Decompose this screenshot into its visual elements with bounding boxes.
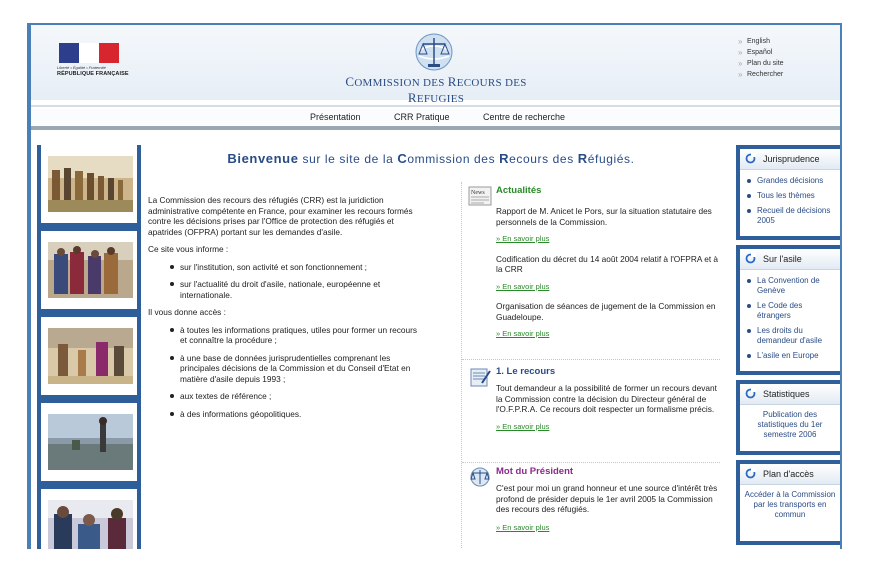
recours-body (496, 383, 722, 432)
read-more-link[interactable]: » En savoir plus (496, 421, 550, 431)
nav-divider (31, 105, 840, 107)
list-item: aux textes de référence ; (180, 391, 418, 402)
utility-links (736, 36, 784, 80)
notepad-pencil-icon (468, 367, 492, 387)
welcome-heading: Bienvenue sur le site de la Commission des Recours des Réfugiés. (227, 151, 635, 166)
section-divider (462, 359, 720, 360)
list-item: sur l'institution, son activité et son fonctionnement ; (180, 262, 418, 273)
list-item: à une base de données jurisprudentielles comprenant les principales décisions de la Commission et du Conseil d'Etat en matière d'asile depuis 1993 ; (180, 353, 418, 385)
sidebar-item-convention-geneve[interactable]: La Convention de Genève (746, 276, 836, 296)
jurisprudence-box (736, 145, 842, 240)
asile-box (736, 245, 842, 375)
link-english[interactable]: » English (736, 36, 784, 47)
list-item: à toutes les informations pratiques, utiles pour former un recours et connaître la procédure ; (180, 324, 418, 345)
nav-presentation[interactable]: Présentation (310, 112, 361, 122)
statistiques-box (736, 380, 842, 455)
sidebar-item-droits-demandeur[interactable]: Les droits du demandeur d'asile (746, 326, 836, 346)
plan-acces-link[interactable]: Accéder à la Commission par les transports en commun (744, 490, 836, 519)
main-nav (31, 109, 840, 125)
republic-name: RÉPUBLIQUE FRANÇAISE (57, 71, 129, 77)
jurisprudence-header[interactable]: Jurisprudence (740, 149, 840, 170)
asile-header[interactable]: Sur l'asile (740, 249, 840, 270)
svg-text:News: News (471, 190, 485, 196)
intro-text (148, 195, 418, 426)
list-item: à des informations géopolitiques. (180, 409, 418, 420)
scales-of-justice-logo-icon[interactable] (414, 32, 454, 72)
nav-crr-pratique[interactable]: CRR Pratique (394, 112, 450, 122)
site-title[interactable]: COMMISSION DES RECOURS DES REFUGIES (345, 74, 527, 105)
news-item-text: Codification du décret du 14 août 2004 relatif à l'OFPRA et à la CRR (496, 253, 719, 274)
scales-of-justice-icon (468, 467, 492, 487)
news-section (466, 186, 724, 351)
office-meeting-photo (48, 500, 133, 549)
read-more-link[interactable]: » En savoir plus (496, 522, 550, 532)
flood-scene-photo (48, 414, 133, 470)
recours-title[interactable]: 1. Le recours (496, 366, 556, 377)
news-item-text: Rapport de M. Anicet le Pors, sur la situation statutaire des personnels de la Commission. (496, 206, 712, 227)
nav-centre-de-recherche[interactable]: Centre de recherche (483, 112, 566, 122)
president-text: C'est pour moi un grand honneur et une source d'intérêt très profond de présider depuis le 1er avril 2005 la Commission des recours des réfugiés. (496, 483, 718, 514)
link-espanol[interactable]: » Español (736, 47, 784, 58)
site-header (31, 25, 840, 105)
president-section (466, 467, 724, 549)
photo-frame (41, 489, 137, 549)
news-title: Actualités (496, 185, 542, 196)
list-item: sur l'actualité du droit d'asile, nationale, européenne et internationale. (180, 279, 418, 300)
recours-section (466, 367, 724, 459)
photo-frame (41, 403, 137, 481)
photo-frame (41, 317, 137, 395)
news-column (461, 182, 724, 549)
page-frame (27, 23, 842, 549)
access-list (148, 325, 418, 420)
photo-frame (41, 231, 137, 309)
section-divider (462, 462, 720, 463)
read-more-link[interactable]: » En savoir plus (496, 234, 550, 243)
read-more-link[interactable]: » En savoir plus (496, 329, 550, 338)
refresh-arrow-icon (745, 388, 756, 399)
site-informs-list (148, 262, 418, 301)
access-label: Il vous donne accès : (148, 307, 226, 317)
read-more-link[interactable]: » En savoir plus (496, 281, 550, 291)
recours-text: Tout demandeur a la possibilité de former un recours devant la Commission contre la décision du Directeur général de l'O.F.P.R.A. Ce recours doit respecter un formalisme précis. (496, 383, 717, 414)
sidebar-item-asile-europe[interactable]: L'asile en Europe (746, 351, 836, 361)
refresh-arrow-icon (745, 253, 756, 264)
plan-acces-header[interactable]: Plan d'accès (740, 464, 840, 485)
sidebar-item-code-etrangers[interactable]: Le Code des étrangers (746, 301, 836, 321)
newspaper-icon (468, 186, 492, 206)
sidebar-item-grandes-decisions[interactable]: Grandes décisions (746, 176, 836, 186)
president-body (496, 483, 722, 533)
republique-francaise-logo[interactable] (59, 43, 119, 63)
nav-divider-bottom (31, 126, 840, 130)
plan-acces-box (736, 460, 842, 545)
photo-column (37, 145, 141, 549)
statistiques-header[interactable]: Statistiques (740, 384, 840, 405)
statistiques-link[interactable]: Publication des statistiques du 1er semestre 2006 (757, 410, 823, 439)
president-title[interactable]: Mot du Président (496, 466, 574, 477)
site-informs-label: Ce site vous informe : (148, 244, 229, 254)
photo-frame (41, 145, 137, 223)
refugees-walking-photo (48, 328, 133, 384)
refugees-queue-photo (48, 156, 133, 212)
refresh-arrow-icon (745, 468, 756, 479)
news-item (496, 206, 722, 340)
sidebar-item-recueil-2005[interactable]: Recueil de décisions 2005 (746, 206, 836, 226)
news-item-text: Organisation de séances de jugement de la Commission en Guadeloupe. (496, 301, 716, 322)
republic-motto: Liberté • Égalité • Fraternité (57, 65, 106, 70)
link-search[interactable]: » Rechercher (736, 69, 784, 80)
refugee-women-photo (48, 242, 133, 298)
intro-paragraph: La Commission des recours des réfugiés (CRR) est la juridiction administrative compétente en France, pour examiner les recours formés contre les décisions prises par l'Office de protection des réfugiés et apatrides (OFPRA) portant sur les demandes d'asile. (148, 195, 413, 237)
link-site-map[interactable]: » Plan du site (736, 58, 784, 69)
sidebar-item-tous-les-themes[interactable]: Tous les thèmes (746, 191, 836, 201)
refresh-arrow-icon (745, 153, 756, 164)
